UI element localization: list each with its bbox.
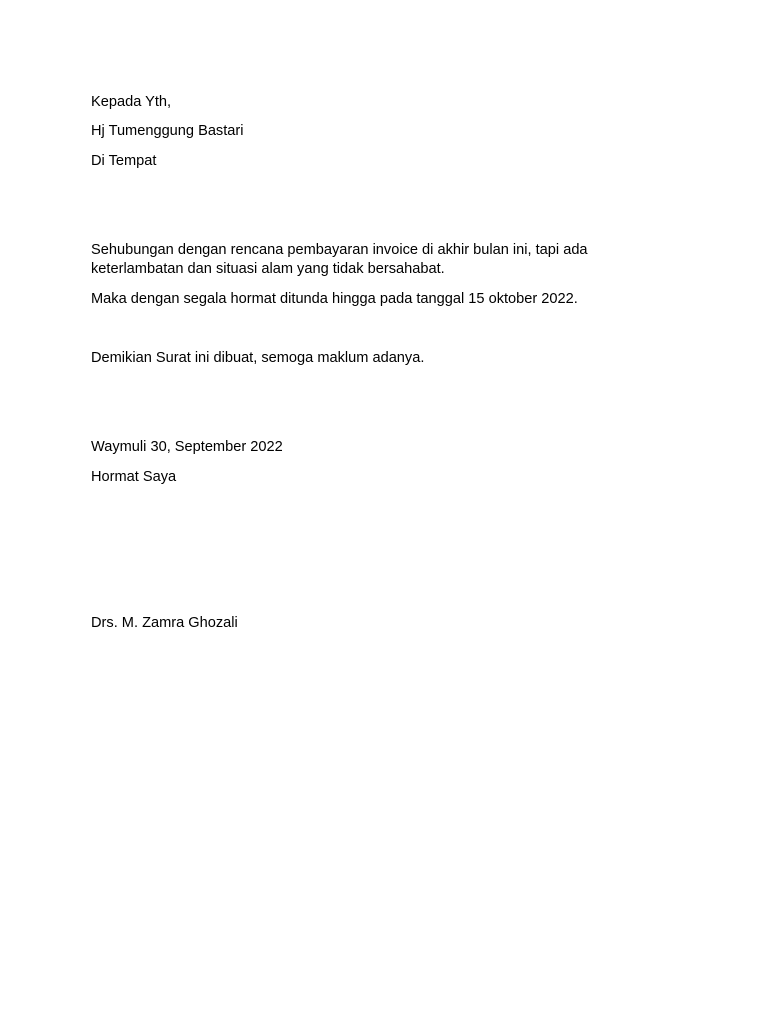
recipient-place: Di Tempat	[91, 153, 157, 169]
place-and-date: Waymuli 30, September 2022	[91, 439, 283, 455]
body-paragraph-2: Maka dengan segala hormat ditunda hingga pada tanggal 15 oktober 2022.	[91, 291, 578, 307]
body-paragraph-1	[91, 241, 651, 279]
body-paragraph-1-line-1: Sehubungan dengan rencana pembayaran invoice di akhir bulan ini, tapi ada	[91, 242, 588, 258]
recipient-name: Hj Tumenggung Bastari	[91, 123, 244, 139]
salutation: Kepada Yth,	[91, 94, 172, 110]
closing-statement: Demikian Surat ini dibuat, semoga maklum adanya.	[91, 350, 425, 366]
signatory-name: Drs. M. Zamra Ghozali	[91, 615, 238, 631]
closing-greeting: Hormat Saya	[91, 469, 177, 485]
body-paragraph-1-line-2: keterlambatan dan situasi alam yang tidak bersahabat.	[91, 261, 445, 277]
